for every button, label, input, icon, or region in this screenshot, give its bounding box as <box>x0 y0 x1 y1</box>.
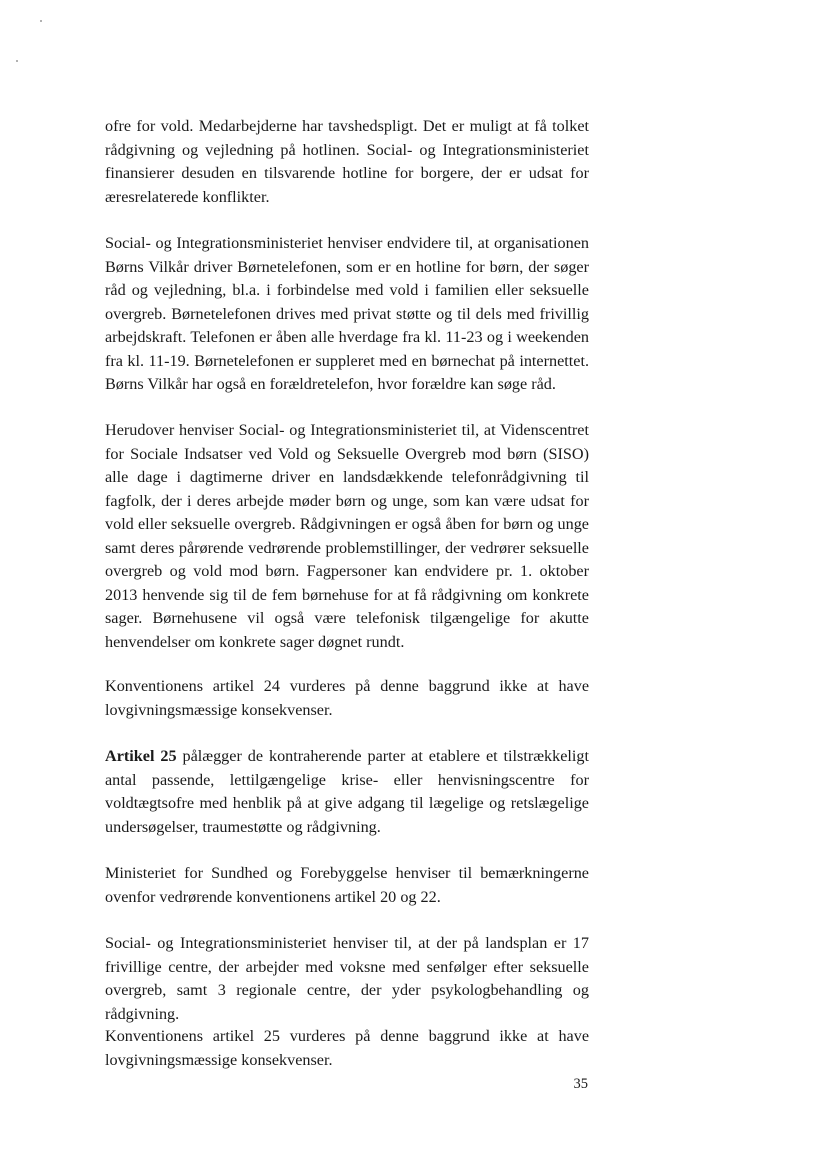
paragraph-text: Herudover henviser Social- og Integrationsministeriet til, at Videnscentret for Sociale Indsatser ved Vold og Seksuelle Overgreb mod børn (SISO) alle dage i dagtimerne driver en landsdækkende telefonrådgivning til fagfolk, der i deres arbejde møder børn og unge, som kan være udsat for vold eller seksuelle overgreb. Rådgivningen er også åben for børn og unge samt deres pårørende vedrørende problemstillinger, der vedrører seksuelle overgreb og vold mod børn. Fagpersoner kan endvidere pr. 1. oktober 2013 henvende sig til de fem børnehuse for at få rådgivning om konkrete sager. Børnehusene vil også være telefonisk tilgængelige for akutte henvendelser om konkrete sager døgnet rundt. <box>105 421 589 651</box>
paragraph-6 <box>105 862 589 909</box>
paragraph-7 <box>105 932 589 1026</box>
paragraph-5 <box>105 745 589 839</box>
paragraph-text: Ministeriet for Sundhed og Forebyggelse henviser til bemærkningerne ovenfor vedrørende konventionens artikel 20 og 22. <box>105 864 589 906</box>
article-heading: Artikel 25 <box>105 747 177 765</box>
scan-speck <box>16 60 18 62</box>
paragraph-text: Social- og Integrationsministeriet henviser endvidere til, at organisationen Børns Vilkår driver Børnetelefonen, som er en hotline for børn, der søger råd og vejledning, bl.a. i forbindelse med vold i familien eller seksuelle overgreb. Børnetelefonen drives med privat støtte og til dels med frivillig arbejdskraft. Telefonen er åben alle hverdage fra kl. 11-23 og i weekenden fra kl. 11-19. Børnetelefonen er suppleret med en børnechat på internettet. Børns Vilkår har også en forældretelefon, hvor forældre kan søge råd. <box>105 234 589 393</box>
paragraph-text: ofre for vold. Medarbejderne har tavshedspligt. Det er muligt at få tolket rådgivning og vejledning på hotlinen. Social- og Integrationsministeriet finansierer desuden en tilsvarende hotline for borgere, der er udsat for æresrelaterede konflikter. <box>105 117 589 206</box>
paragraph-text: pålægger de kontraherende parter at etablere et tilstrækkeligt antal passende, lettilgængelige krise- eller henvisningscentre for voldtægtsofre med henblik på at give adgang til lægelige og retslægelige undersøgelser, traumestøtte og rådgivning. <box>105 747 589 836</box>
paragraph-8 <box>105 1025 589 1072</box>
paragraph-3 <box>105 419 589 654</box>
paragraph-text: Social- og Integrationsministeriet henviser til, at der på landsplan er 17 frivillige centre, der arbejder med voksne med senfølger efter seksuelle overgreb, samt 3 regionale centre, der yder psykologbehandling og rådgivning. <box>105 934 589 1023</box>
paragraph-text: Konventionens artikel 25 vurderes på denne baggrund ikke at have lovgivningsmæssige konsekvenser. <box>105 1027 589 1069</box>
paragraph-4 <box>105 675 589 722</box>
scan-speck <box>40 20 42 22</box>
page-number: 35 <box>573 1076 588 1092</box>
paragraph-text: Konventionens artikel 24 vurderes på denne baggrund ikke at have lovgivningsmæssige konsekvenser. <box>105 677 589 719</box>
paragraph-2 <box>105 232 589 397</box>
paragraph-1 <box>105 115 589 209</box>
